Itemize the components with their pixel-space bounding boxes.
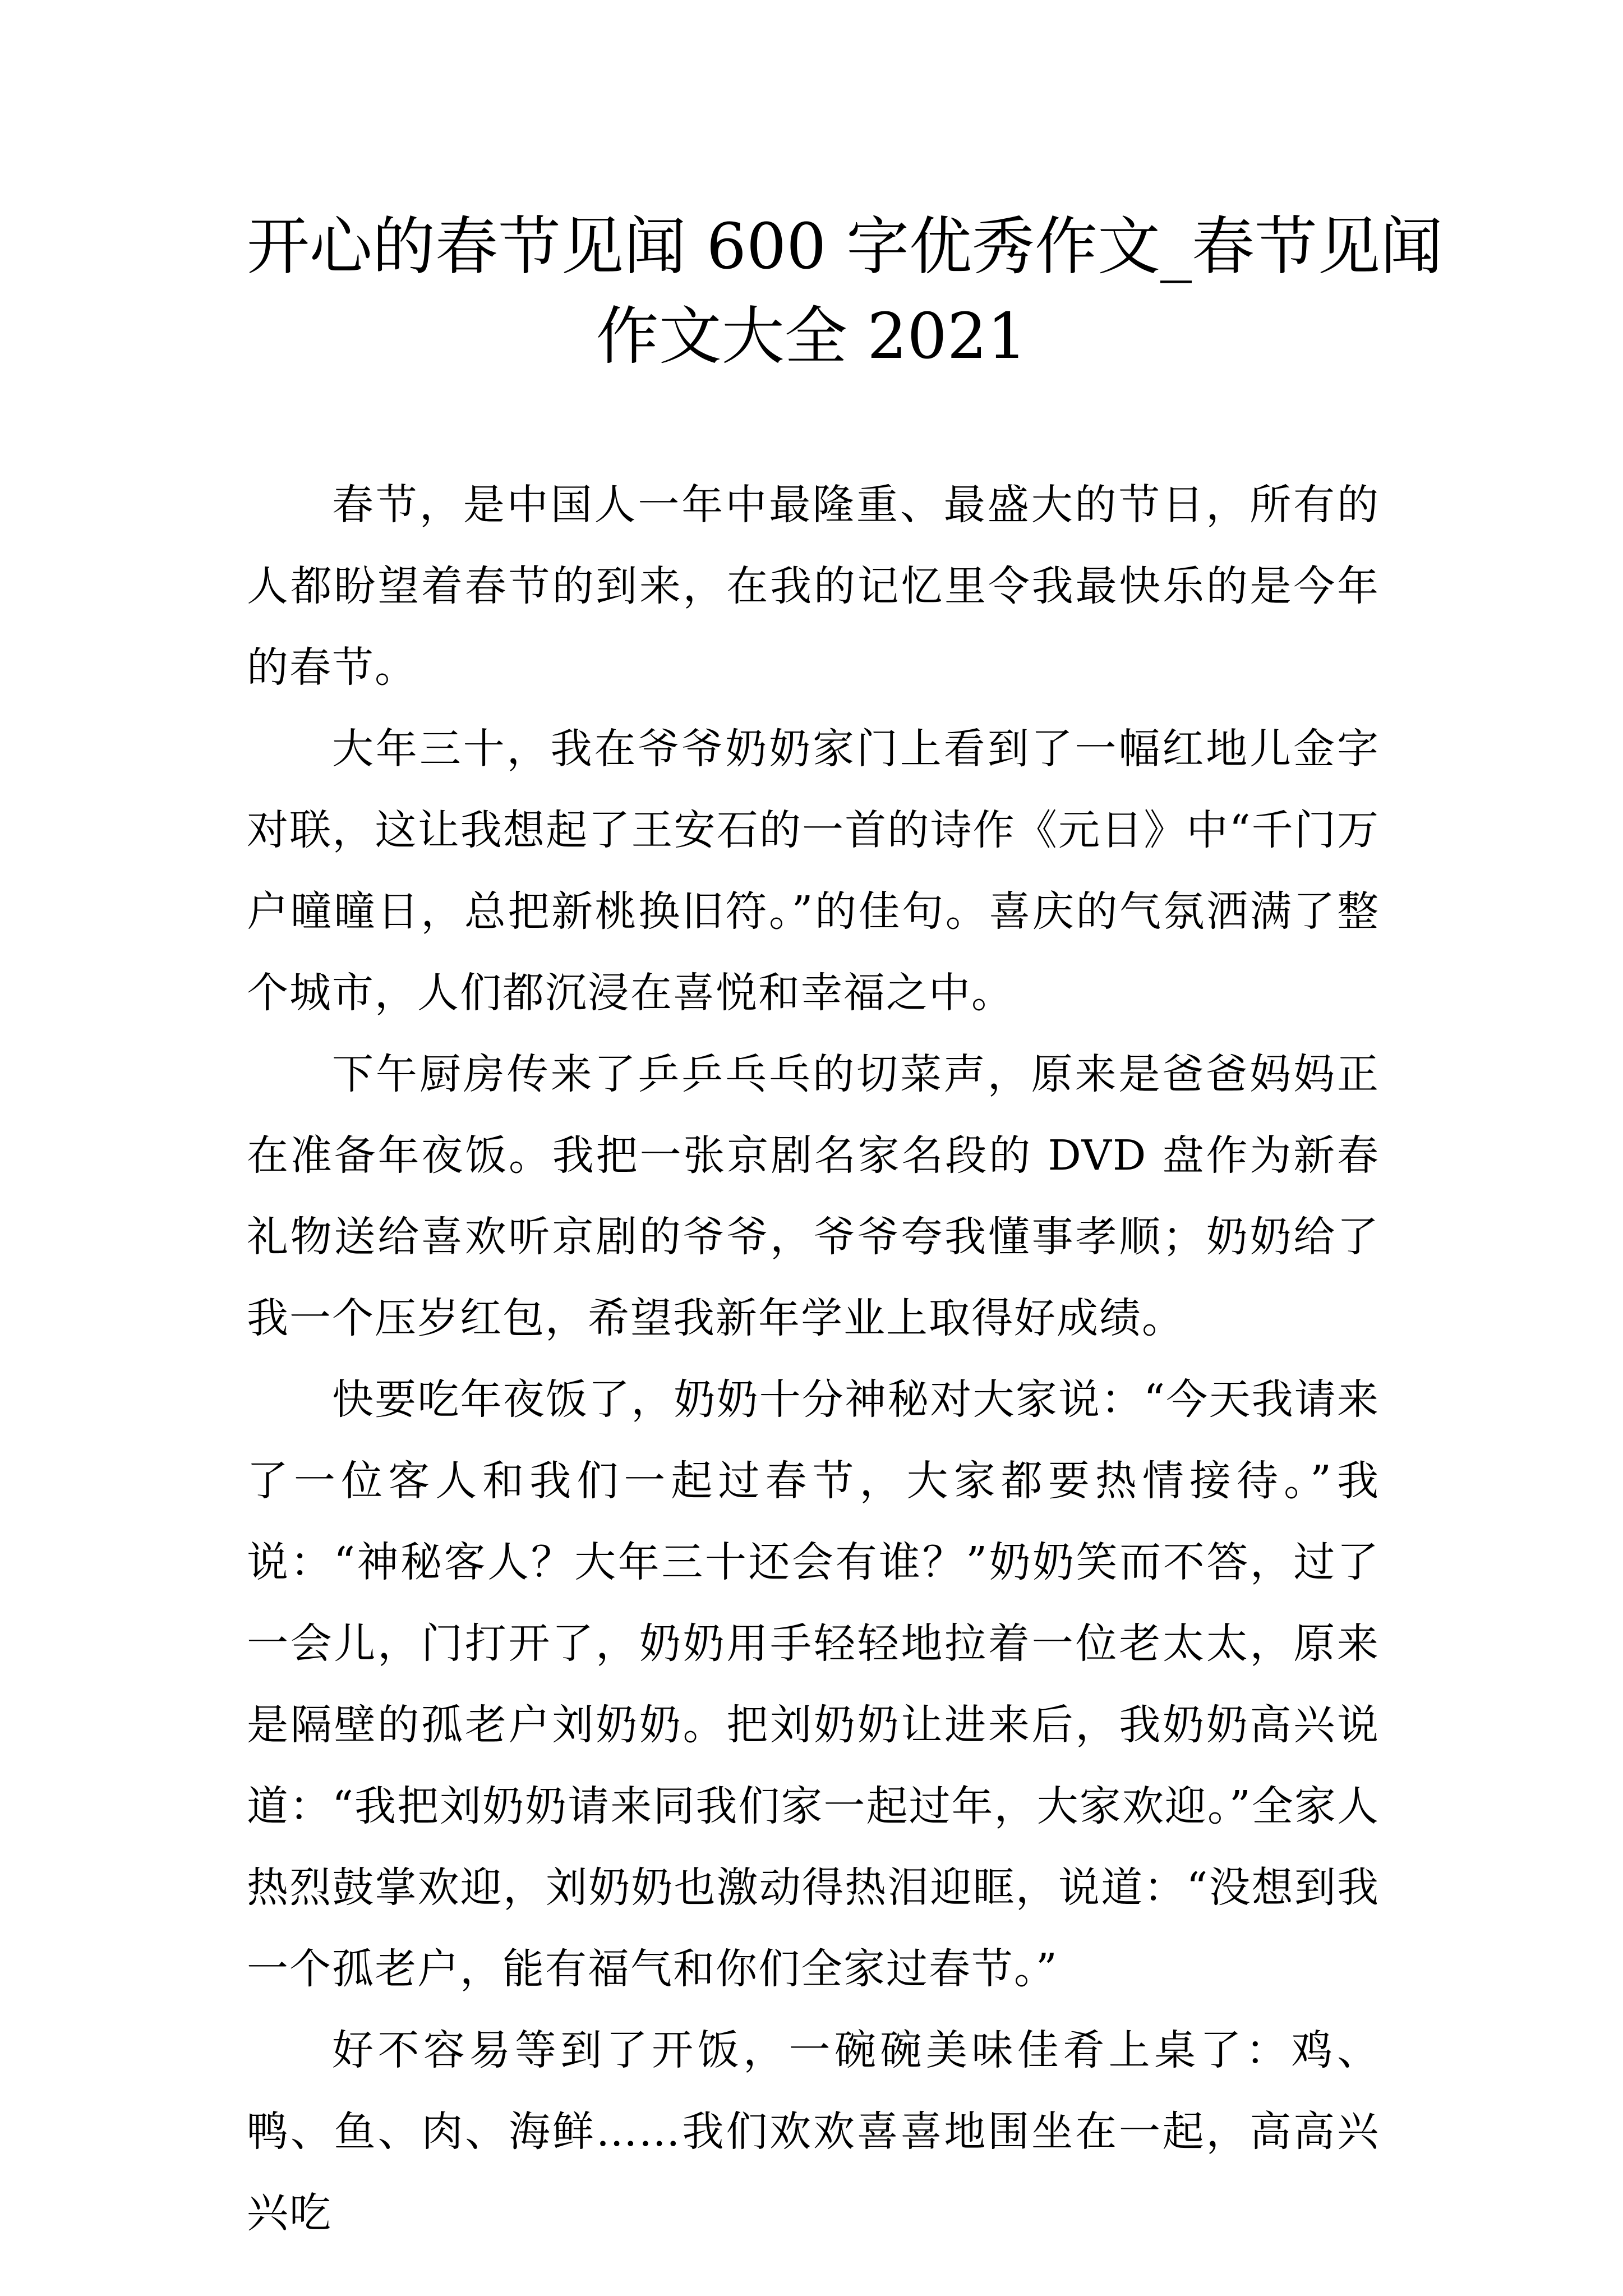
paragraph-1: 春节，是中国人一年中最隆重、最盛大的节日，所有的人都盼望着春节的到来，在我的记忆里令我最快乐的是今年的春节。 <box>247 481 1380 692</box>
document-title <box>247 202 1443 381</box>
title-line-1: 开心的春节见闻 600 字优秀作文_春节见闻 <box>247 210 1443 283</box>
paragraph-2: 大年三十，我在爷爷奶奶家门上看到了一幅红地儿金字对联，这让我想起了王安石的一首的诗作《元日》中“千门万户曈曈日，总把新桃换旧符。”的佳句。喜庆的气氛洒满了整个城市，人们都沉浸在喜悦和幸福之中。 <box>247 725 1380 1017</box>
document-body <box>247 464 1380 2254</box>
paragraph-5: 好不容易等到了开饭，一碗碗美味佳肴上桌了：鸡、鸭、鱼、肉、海鲜……我们欢欢喜喜地围坐在一起，高高兴兴吃 <box>247 2026 1380 2237</box>
paragraph-4: 快要吃年夜饭了，奶奶十分神秘对大家说：“今天我请来了一位客人和我们一起过春节，大家都要热情接待。”我说：“神秘客人？大年三十还会有谁？”奶奶笑而不答，过了一会儿，门打开了，奶奶用手轻轻地拉着一位老太太，原来是隔壁的孤老户刘奶奶。把刘奶奶让进来后，我奶奶高兴说道：“我把刘奶奶请来同我们家一起过年，大家欢迎。”全家人热烈鼓掌欢迎，刘奶奶也激动得热泪迎眶，说道：“没想到我一个孤老户，能有福气和你们全家过春节。” <box>247 1375 1380 1993</box>
title-line-2: 作文大全 2021 <box>596 300 1027 373</box>
paragraph-3: 下午厨房传来了乒乒乓乓的切菜声，原来是爸爸妈妈正在准备年夜饭。我把一张京剧名家名段的 DVD 盘作为新春礼物送给喜欢听京剧的爷爷，爷爷夸我懂事孝顺；奶奶给了我一个压岁红包，希望我新年学业上取得好成绩。 <box>247 1050 1380 1342</box>
